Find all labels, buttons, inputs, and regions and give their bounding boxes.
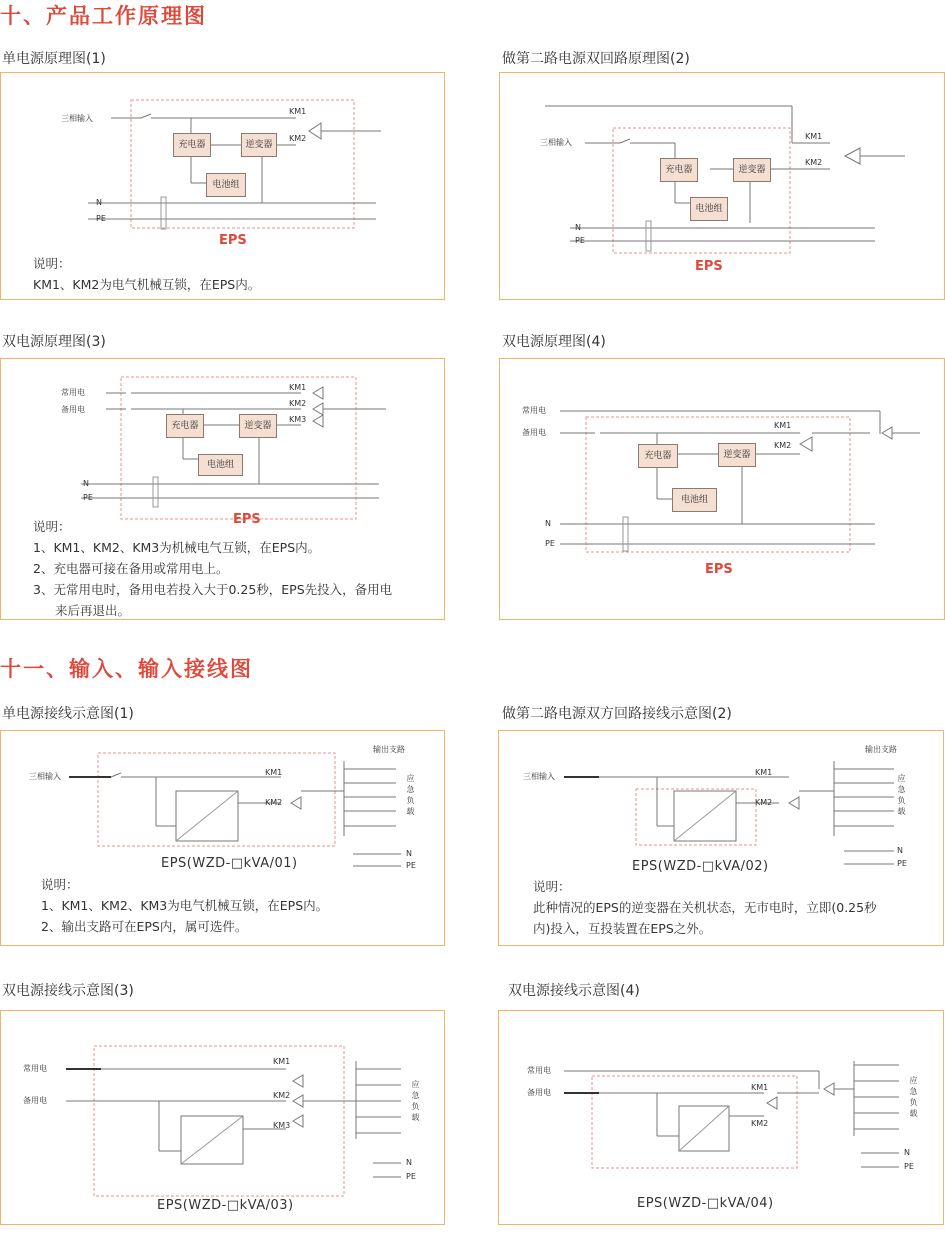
primary-input-label: 常用电	[527, 1066, 551, 1075]
schematic-w3	[1, 1011, 446, 1226]
inverter-block: 逆变器	[239, 414, 277, 438]
battery-block: 电池组	[690, 197, 728, 221]
km1-label: KM1	[273, 1057, 291, 1066]
battery-block: 电池组	[206, 173, 246, 197]
diagram-title: 做第二路电源双方回路接线示意图(2)	[502, 706, 732, 722]
diagram-panel-d1	[0, 72, 445, 300]
eps-label: EPS	[695, 259, 723, 274]
note-block: 说明： 此种情况的EPS的逆变器在关机状态，无市电时，立即(0.25秒 内)投入，互投装置在EPS之外。	[533, 879, 877, 936]
inverter-block: 逆变器	[733, 158, 771, 182]
primary-input-label: 常用电	[522, 406, 546, 415]
output-branch-label: 输出支路	[865, 745, 897, 754]
diagram-panel-w4	[498, 1010, 944, 1225]
pe-label: PE	[96, 214, 106, 223]
note-block: 说明： KM1、KM2为电气机械互锁，在EPS内。	[33, 256, 261, 292]
charger-block: 充电器	[166, 414, 204, 438]
load-label: 应 急 负 载	[909, 1076, 918, 1118]
section-title: 十一、输入、输入接线图	[0, 657, 253, 681]
pe-label: PE	[406, 1172, 416, 1181]
km3-label: KM3	[289, 415, 307, 424]
diagram-title: 双电源接线示意图(3)	[2, 983, 134, 999]
model-caption: EPS(WZD-□kVA/01)	[161, 856, 298, 871]
battery-block: 电池组	[198, 454, 243, 476]
section-title: 十、产品工作原理图	[0, 4, 207, 28]
note-block: 说明： 1、KM1、KM2、KM3为电气机械互锁，在EPS内。 2、输出支路可在EPS内，属可选件。	[41, 877, 329, 934]
km1-label: KM1	[289, 383, 307, 392]
inverter-block: 逆变器	[718, 443, 756, 467]
input-label: 三相输入	[523, 772, 555, 781]
km2-label: KM2	[774, 441, 792, 450]
backup-input-label: 备用电	[522, 428, 546, 437]
primary-input-label: 常用电	[61, 388, 85, 397]
diagram-title: 做第二路电源双回路原理图(2)	[502, 51, 690, 67]
load-label: 应 急 负 载	[411, 1080, 420, 1122]
km1-label: KM1	[774, 421, 792, 430]
diagram-title: 单电源接线示意图(1)	[2, 706, 134, 722]
model-caption: EPS(WZD-□kVA/02)	[632, 859, 769, 874]
pe-label: PE	[575, 236, 585, 245]
note-block: 说明： 1、KM1、KM2、KM3为机械电气互锁，在EPS内。 2、充电器可接在备用或常用电上。 3、无常用电时，备用电若投入大于0.25秒，EPS先投入，备用电 来后再退出。	[33, 519, 393, 618]
km2-label: KM2	[289, 399, 307, 408]
km2-label: KM2	[273, 1091, 291, 1100]
charger-block: 充电器	[173, 133, 211, 157]
diagram-panel-d4	[499, 358, 945, 620]
pe-label: PE	[83, 493, 93, 502]
n-label: N	[575, 223, 581, 232]
n-label: N	[83, 479, 89, 488]
schematic-d4	[500, 359, 945, 621]
diagram-panel-d3	[0, 358, 445, 620]
load-label: 应 急 负 载	[406, 774, 415, 816]
n-label: N	[545, 519, 551, 528]
backup-input-label: 备用电	[527, 1088, 551, 1097]
battery-block: 电池组	[672, 488, 717, 512]
km3-label: KM3	[273, 1121, 291, 1130]
model-caption: EPS(WZD-□kVA/04)	[637, 1196, 774, 1211]
km1-label: KM1	[751, 1083, 769, 1092]
eps-label: EPS	[233, 512, 261, 527]
diagram-title: 双电源接线示意图(4)	[508, 983, 640, 999]
diagram-title: 双电源原理图(3)	[2, 334, 106, 350]
backup-input-label: 备用电	[23, 1096, 47, 1105]
schematic-w4	[499, 1011, 945, 1226]
km1-label: KM1	[265, 768, 283, 777]
n-label: N	[96, 198, 102, 207]
km2-label: KM2	[289, 134, 307, 143]
input-label: 三相输入	[61, 114, 93, 123]
diagram-panel-w3	[0, 1010, 445, 1225]
pe-label: PE	[406, 861, 416, 870]
model-caption: EPS(WZD-□kVA/03)	[157, 1198, 294, 1213]
pe-label: PE	[545, 539, 555, 548]
diagram-title: 单电源原理图(1)	[2, 51, 106, 67]
pe-label: PE	[904, 1162, 914, 1171]
input-label: 三相输入	[540, 138, 572, 147]
n-label: N	[406, 849, 412, 858]
km2-label: KM2	[265, 798, 283, 807]
output-branch-label: 输出支路	[373, 745, 405, 754]
load-label: 应 急 负 载	[897, 774, 906, 816]
km1-label: KM1	[755, 768, 773, 777]
primary-input-label: 常用电	[23, 1064, 47, 1073]
km2-label: KM2	[755, 798, 773, 807]
backup-input-label: 备用电	[61, 405, 85, 414]
charger-block: 充电器	[638, 444, 678, 468]
diagram-panel-w2	[498, 730, 944, 946]
input-label: 三相输入	[29, 772, 61, 781]
km2-label: KM2	[805, 158, 823, 167]
pe-label: PE	[897, 859, 907, 868]
km1-label: KM1	[805, 132, 823, 141]
diagram-panel-w1	[0, 730, 445, 946]
diagram-panel-d2	[499, 72, 945, 300]
eps-label: EPS	[705, 562, 733, 577]
n-label: N	[904, 1148, 910, 1157]
inverter-block: 逆变器	[241, 133, 277, 157]
km2-label: KM2	[751, 1119, 769, 1128]
diagram-title: 双电源原理图(4)	[502, 334, 606, 350]
n-label: N	[406, 1158, 412, 1167]
n-label: N	[897, 846, 903, 855]
km1-label: KM1	[289, 107, 307, 116]
charger-block: 充电器	[660, 158, 698, 182]
eps-label: EPS	[219, 233, 247, 248]
